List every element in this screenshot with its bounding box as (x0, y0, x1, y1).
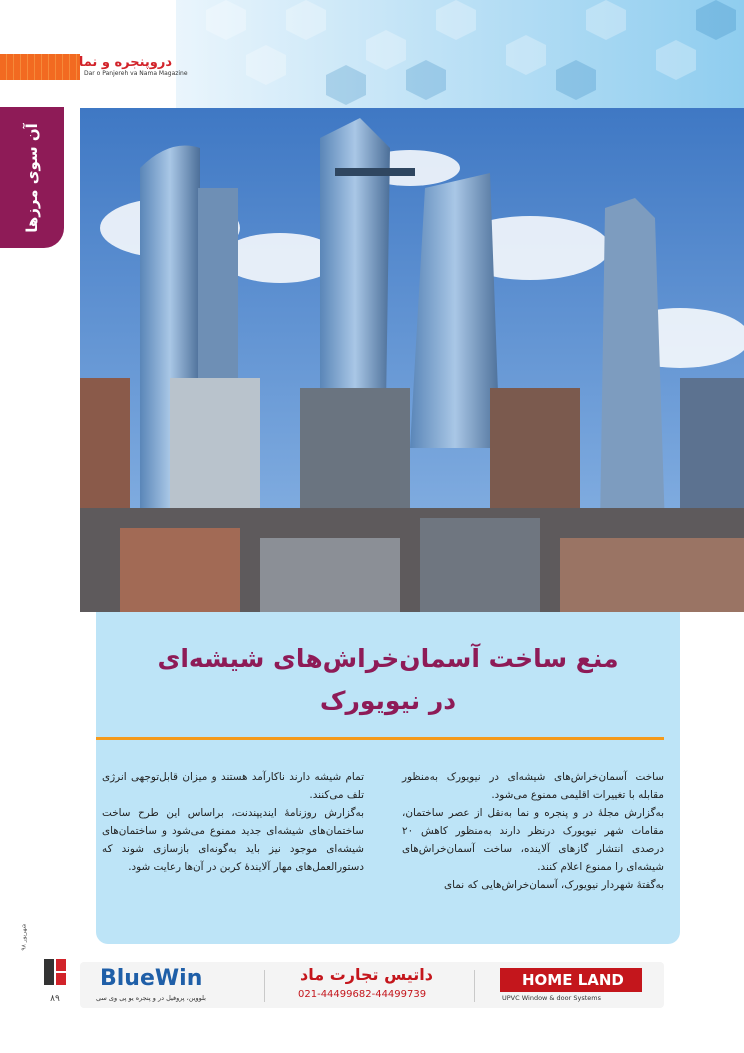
article-paragraph: به‌گزارش روزنامۀ ایندیپندنت، براساس این طرح ساخت ساختمان‌های شیشه‌ای جدید ممنوع می‌شود و ساختمان‌های شیشه‌ای موجود نیز باید به‌گونه‌ای بازسازی شوند که دستورالعمل‌های مهار آلایندۀ کربن در آن‌ها رعایت شود. (102, 807, 364, 873)
header-orange-bar (0, 54, 80, 80)
issue-date-label: شهریور ۹۸ (20, 923, 28, 951)
header-hexagon-pattern (176, 0, 744, 108)
homeland-tagline: UPVC Window & door Systems (502, 994, 602, 1002)
datis-phone: 021-44499682-44499739 (298, 989, 427, 1000)
article-panel (96, 612, 680, 944)
datis-name: داتیس تجارت ماد (300, 965, 433, 984)
bluewin-logo-win: Win (154, 966, 203, 991)
skyline-photo (80, 108, 744, 612)
article-title-line2: در نیویورک (319, 686, 457, 715)
bluewin-tagline: بلووین، پروفیل در و پنجره یو پی وی سی (96, 994, 206, 1002)
magazine-name-en: Dar o Panjereh va Nama Magazine (84, 70, 188, 77)
magazine-name-fa: دروپنجره و نما (78, 55, 172, 70)
section-tab (0, 107, 64, 248)
issue-date (16, 912, 32, 962)
article-column-left (102, 768, 364, 876)
bluewin-logo (100, 966, 202, 991)
article-paragraph: به‌گزارش مجلۀ در و پنجره و نما به‌نقل از عصر ساختمان، مقامات شهر نیویورک درنظر دارند به‌منظور کاهش ۲۰ درصدی انتشار گازهای آلاینده، ساخت آسمان‌خراش‌های شیشه‌ای را ممنوع اعلام کنند. (402, 807, 664, 873)
folio-logo-icon (42, 957, 68, 987)
sponsor-ad-strip (80, 962, 664, 1008)
bluewin-logo-blue: Blue (100, 966, 155, 991)
title-divider (96, 737, 664, 740)
article-column-right (402, 768, 664, 894)
homeland-name: HOME LAND (522, 971, 624, 989)
article-paragraph: تمام شیشه دارند ناکارآمد هستند و میزان قابل‌توجهی انرژی تلف می‌کنند. (102, 771, 364, 801)
ad-divider (264, 970, 265, 1002)
magazine-logo (78, 55, 188, 81)
ad-divider (474, 970, 475, 1002)
article-paragraph: ساخت آسمان‌خراش‌های شیشه‌ای در نیویورک به‌منظور مقابله با تغییرات اقلیمی ممنوع می‌شود. (402, 771, 664, 801)
page-number: ۸۹ (50, 994, 60, 1004)
article-title-line1: منع ساخت آسمان‌خراش‌های شیشه‌ای (157, 644, 619, 673)
section-tab-label: آن سوی مرزها (23, 122, 41, 233)
article-paragraph: به‌گفتۀ شهردار نیویورک، آسمان‌خراش‌هایی که نمای (443, 879, 664, 891)
